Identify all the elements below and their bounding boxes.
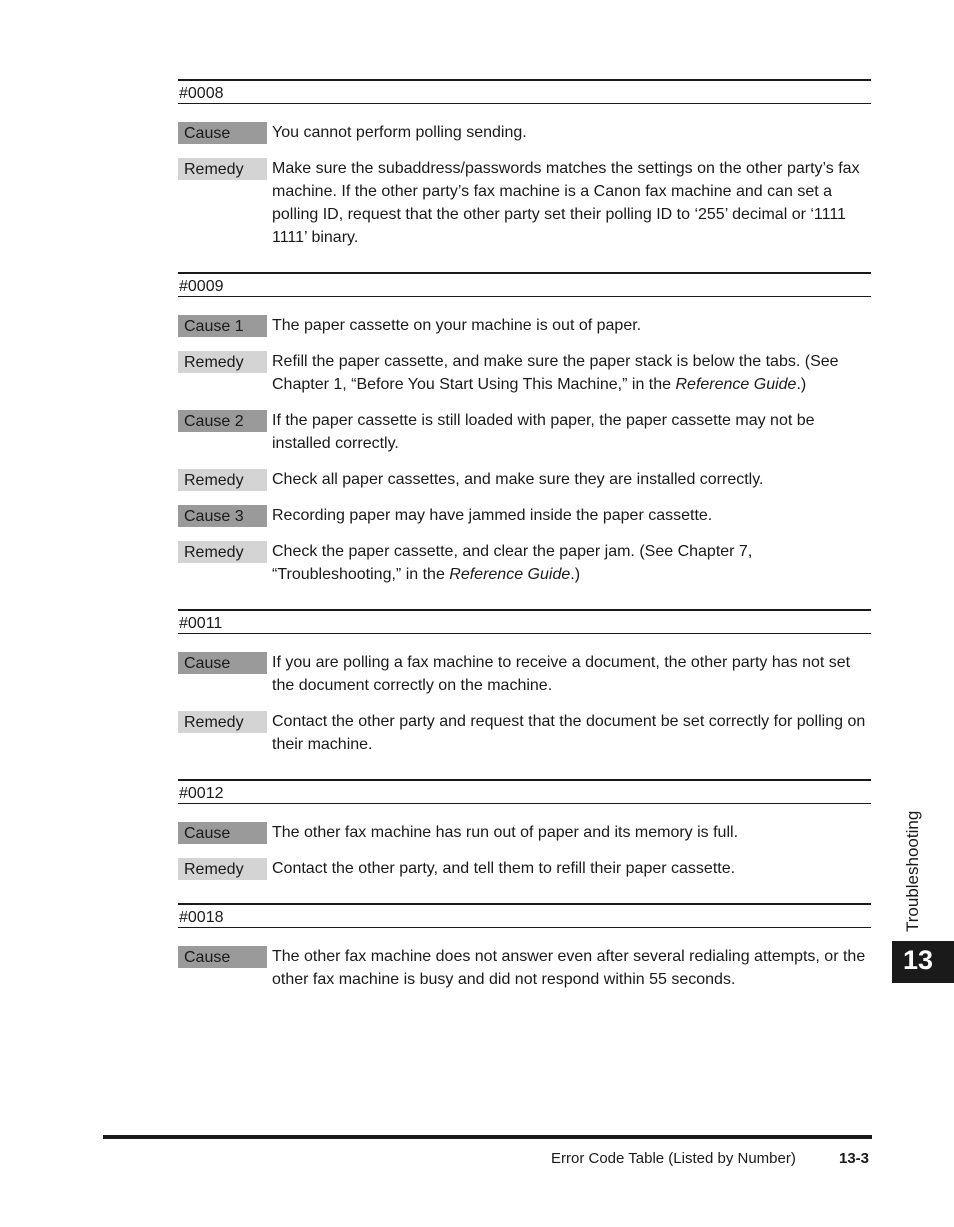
remedy-text <box>272 350 871 396</box>
book-title-reference: Reference Guide <box>675 376 797 393</box>
cause-label: Cause 3 <box>178 505 267 527</box>
cause-text-body: The other fax machine has run out of paper and its memory is full. <box>272 824 739 841</box>
remedy-entry <box>178 711 871 756</box>
cause-label: Cause <box>178 946 267 968</box>
cause-entry <box>178 652 871 697</box>
error-code-heading: #0008 <box>178 79 871 104</box>
remedy-text <box>272 710 871 756</box>
remedy-text-body: Check all paper cassettes, and make sure they are installed correctly. <box>272 471 764 488</box>
cause-entry <box>178 315 871 337</box>
remedy-text-body: Contact the other party, and tell them to refill their paper cassette. <box>272 860 736 877</box>
cause-label: Cause <box>178 822 267 844</box>
cause-text-body: You cannot perform polling sending. <box>272 124 527 141</box>
cause-text-body: Recording paper may have jammed inside the paper cassette. <box>272 507 713 524</box>
error-code-entries <box>178 928 871 1014</box>
cause-text <box>272 409 871 455</box>
remedy-entry <box>178 541 871 586</box>
remedy-text-tail: .) <box>796 376 807 393</box>
footer-page-number: 13-3 <box>839 1150 870 1167</box>
cause-text-body: If the paper cassette is still loaded with paper, the paper cassette may not be installed correctly. <box>272 412 815 452</box>
remedy-label: Remedy <box>178 541 267 563</box>
remedy-entry <box>178 858 871 880</box>
remedy-text-body: Refill the paper cassette, and make sure the paper stack is below the tabs. (See Chapter 1, “Before You Start Using This Machine,” in the <box>272 353 839 393</box>
remedy-label: Remedy <box>178 858 267 880</box>
cause-entry <box>178 822 871 844</box>
cause-label: Cause 1 <box>178 315 267 337</box>
cause-text-body: If you are polling a fax machine to receive a document, the other party has not set the document correctly on the machine. <box>272 654 851 694</box>
error-code-section <box>178 79 871 272</box>
cause-text-body: The other fax machine does not answer even after several redialing attempts, or the other fax machine is busy and did not respond within 55 seconds. <box>272 948 866 988</box>
remedy-text-body: Make sure the subaddress/passwords matches the settings on the other party’s fax machine. If the other party’s fax machine is a Canon fax machine and can set a polling ID, request that the other party set their polling ID to ‘255’ decimal or ‘1111 1111’ binary. <box>272 160 860 246</box>
footer-section-title: Error Code Table (Listed by Number) <box>551 1150 796 1167</box>
remedy-text-body: Contact the other party and request that the document be set correctly for polling on their machine. <box>272 713 866 753</box>
error-code-list <box>178 79 871 1014</box>
remedy-entry <box>178 469 871 491</box>
chapter-number-tab: 13 <box>892 941 954 983</box>
footer-rule <box>103 1135 872 1139</box>
error-code-heading: #0018 <box>178 903 871 928</box>
cause-text <box>272 945 871 991</box>
remedy-text-tail: .) <box>570 566 581 583</box>
error-code-section <box>178 272 871 609</box>
book-title-reference: Reference Guide <box>449 566 571 583</box>
cause-label: Cause <box>178 122 267 144</box>
remedy-text <box>272 540 871 586</box>
remedy-label: Remedy <box>178 469 267 491</box>
cause-text-body: The paper cassette on your machine is out of paper. <box>272 317 642 334</box>
error-code-heading: #0009 <box>178 272 871 297</box>
error-code-entries <box>178 104 871 272</box>
cause-text <box>272 651 871 697</box>
remedy-entry <box>178 351 871 396</box>
cause-entry <box>178 410 871 455</box>
error-code-entries <box>178 297 871 609</box>
error-code-section <box>178 903 871 1014</box>
cause-text <box>272 504 871 527</box>
cause-label: Cause <box>178 652 267 674</box>
error-code-entries <box>178 634 871 779</box>
error-code-section <box>178 779 871 903</box>
cause-text <box>272 314 871 337</box>
cause-label: Cause 2 <box>178 410 267 432</box>
remedy-entry <box>178 158 871 249</box>
chapter-side-label: Troubleshooting <box>903 810 922 932</box>
error-code-heading: #0011 <box>178 609 871 634</box>
remedy-label: Remedy <box>178 351 267 373</box>
remedy-label: Remedy <box>178 158 267 180</box>
cause-text <box>272 821 871 844</box>
error-code-section <box>178 609 871 779</box>
remedy-text <box>272 857 871 880</box>
remedy-text <box>272 468 871 491</box>
remedy-label: Remedy <box>178 711 267 733</box>
error-code-entries <box>178 804 871 903</box>
error-code-heading: #0012 <box>178 779 871 804</box>
cause-text <box>272 121 871 144</box>
cause-entry <box>178 946 871 991</box>
cause-entry <box>178 122 871 144</box>
cause-entry <box>178 505 871 527</box>
remedy-text <box>272 157 871 249</box>
remedy-text-body: Check the paper cassette, and clear the paper jam. (See Chapter 7, “Troubleshooting,” in the <box>272 543 753 583</box>
